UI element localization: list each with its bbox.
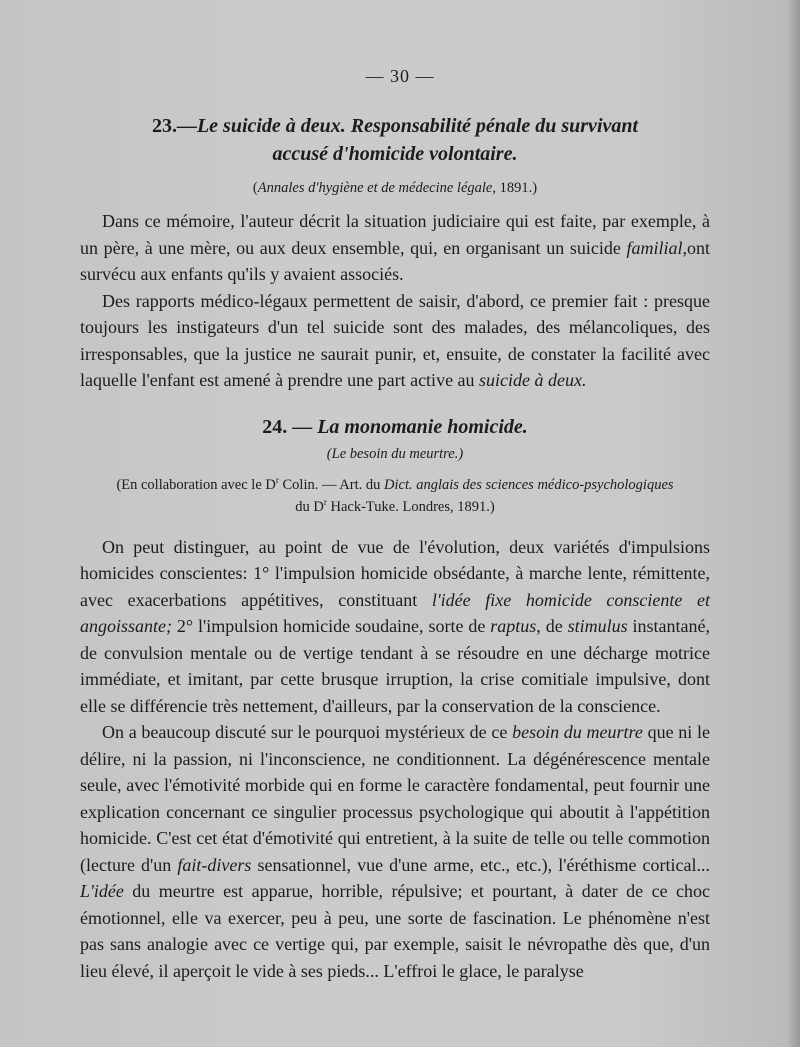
para-text: Des rapports médico-légaux permettent de saisir, d'abord, ce premier fait : presque toujours les instigateurs d'un tel suicide sont des malades, des mélancoliques, des irresponsables, que la justice ne saurait punir, et, ensuite, de constater la facilité avec laquelle l'enfant est amené à prendre une part active au [80, 290, 710, 390]
page-edge-shadow [786, 0, 800, 1047]
para-text: On a beaucoup discuté sur le pourquoi mystérieux de ce [102, 722, 513, 742]
section-23-number: 23. [151, 115, 177, 137]
section-23-title-line2: accusé d'homicide volontaire. [272, 143, 518, 165]
para-text: , de [536, 616, 568, 636]
section-24-subtitle: (Le besoin du meurtre.) [326, 445, 464, 462]
collab-text: Hack-Tuke. Londres, 1891.) [326, 498, 495, 515]
para-italic: stimulus [567, 616, 628, 636]
section-24-paragraph-1 [80, 534, 710, 720]
para-text: du meurtre est apparue, horrible, répulsive; et pourtant, à dater de ce choc émotionnel, elle va exercer, peu à peu, une sorte de fascination. Le phénomène n'est pas sans analogie avec ce vertige qui, par exemple, saisit le névropathe dès que, d'un lieu élevé, il aperçoit le vide à ses pieds... L'effroi le glace, le paralyse [80, 881, 710, 981]
section-23-paragraph-1 [80, 208, 710, 288]
section-24-collaboration-note [80, 474, 710, 518]
section-23-source [80, 178, 710, 198]
para-italic: L'idée [80, 881, 124, 901]
section-24-title-text: La monomanie homicide. [317, 415, 528, 438]
para-italic: l'idée fixe homicide consciente et angoissante; [80, 589, 710, 636]
para-italic: suicide à deux. [479, 370, 587, 390]
collab-text: (En collaboration avec le D [116, 476, 276, 493]
page-content [80, 112, 710, 984]
source-year: 1891.) [495, 180, 538, 196]
section-23-title-line1: —Le suicide à deux. Responsabilité pénale du survivant [176, 115, 639, 137]
section-24-title [80, 414, 710, 440]
para-text: 2° l'impulsion homicide soudaine, sorte de [172, 616, 491, 636]
source-journal: Annales d'hygiène et de médecine légale, [257, 180, 496, 196]
para-italic: familial, [626, 237, 687, 258]
para-italic: besoin du meurtre [512, 722, 643, 742]
para-italic: fait-divers [177, 854, 252, 875]
para-text: Dans ce mémoire, l'auteur décrit la situation judiciaire qui est faite, par exemple, à un père, à une mère, ou aux deux ensemble, qui, en organisant un suicide [80, 211, 710, 258]
section-24-number: 24. — [262, 415, 318, 438]
collab-text: Colin. — Art. du [278, 476, 385, 493]
para-text: ont survécu aux enfants qu'ils y avaient associés. [80, 237, 710, 284]
para-text: que ni le délire, ni la passion, ni l'inconscience, ne conditionnent. La dégénérescence mentale seule, avec l'émotivité morbide qui en forme le caractère fondamental, peut fournir une explication concernant ce singulier processus psychologique qui aboutit à l'appétition homicide. C'est cet état d'émotivité qui entretient, à la suite de telle ou telle commotion (lecture d'un [80, 722, 711, 875]
para-italic: raptus [490, 616, 537, 636]
collab-sup: r [323, 496, 327, 507]
collab-sup: r [275, 474, 279, 485]
para-text: On peut distinguer, au point de vue de l'évolution, deux variétés d'impulsions homicides conscientes: 1° l'impulsion homicide obsédante, à marche lente, rémittente, avec exacerbations appétitives, constituant [80, 536, 710, 610]
para-text: sensationnel, vue d'une arme, etc., etc.), l'éréthisme cortical... [251, 854, 711, 875]
collab-text: du D [295, 498, 324, 515]
collab-dict-title: Dict. anglais des sciences médico-psychologiques [384, 476, 674, 493]
source-open-paren: ( [252, 180, 258, 196]
section-23-paragraph-2 [80, 288, 710, 394]
page-number: — 30 — [365, 66, 435, 86]
section-23-title [80, 112, 710, 168]
section-24-paragraph-2 [80, 719, 710, 984]
para-text: instantané, de convulsion mentale ou de vertige tendant à se résoudre en une décharge motrice immédiate, et imitant, par cette brusque irruption, la crise comitiale impulsive, dont elle se différencie très nettement, d'ailleurs, par la conservation de la conscience. [80, 616, 710, 716]
